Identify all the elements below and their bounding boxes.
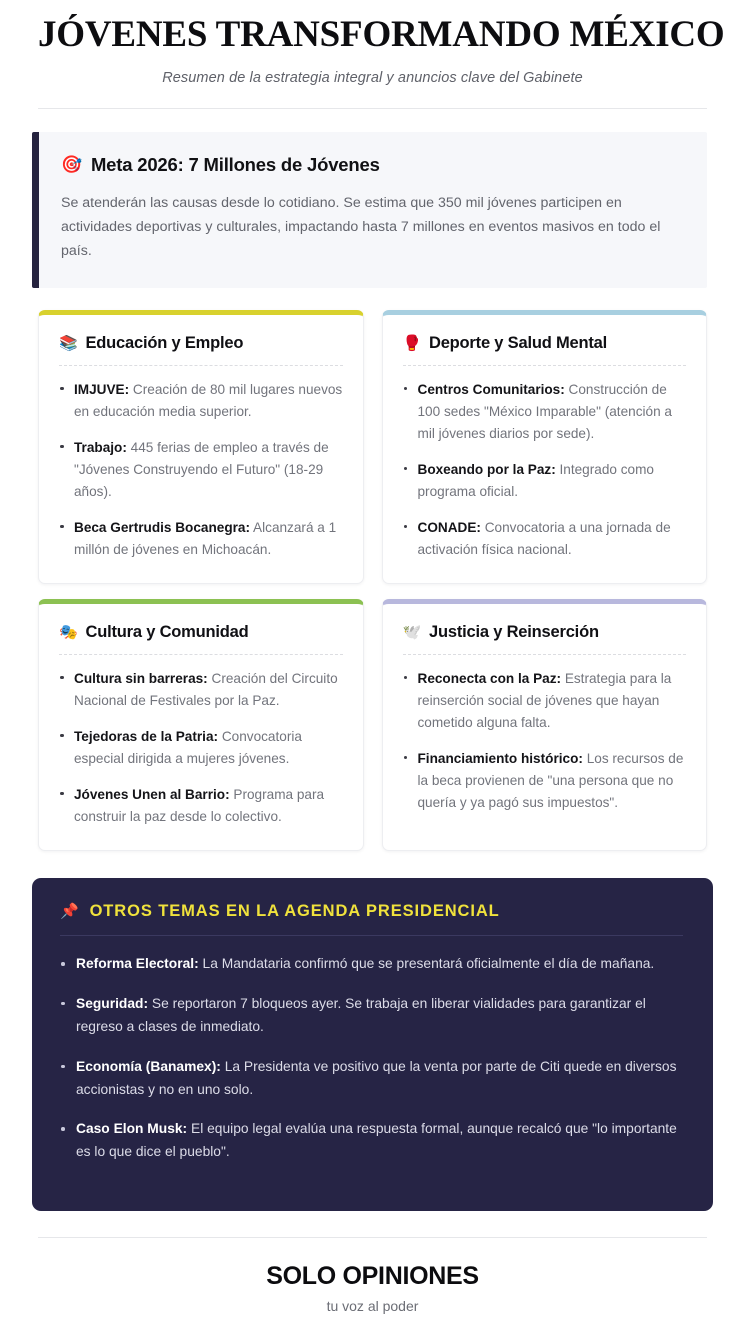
page-header bbox=[0, 0, 745, 109]
page-footer bbox=[0, 1238, 745, 1330]
list-item bbox=[59, 437, 343, 503]
performing-arts-masks-icon: 🎭 bbox=[59, 623, 78, 641]
agenda-title: OTROS TEMAS EN LA AGENDA PRESIDENCIAL bbox=[89, 902, 500, 921]
bullet-text: La Presidenta ve positivo que la venta por parte de Citi quede en diversos accionistas y no en uno solo. bbox=[76, 1058, 677, 1097]
list-item bbox=[403, 379, 687, 445]
bullet-label: Tejedoras de la Patria: bbox=[74, 728, 219, 744]
bullet-label: Reconecta con la Paz: bbox=[417, 670, 562, 686]
bullet-label: IMJUVE: bbox=[74, 381, 130, 397]
page-title: JÓVENES TRANSFORMANDO MÉXICO bbox=[38, 14, 725, 55]
list-item bbox=[59, 726, 343, 770]
card-divider bbox=[59, 365, 343, 366]
books-icon: 📚 bbox=[59, 334, 78, 352]
topic-card-justicia-y-reinsercion bbox=[382, 599, 708, 851]
card-title: Educación y Empleo bbox=[85, 333, 244, 352]
list-item bbox=[60, 953, 683, 976]
list-item bbox=[403, 668, 687, 734]
card-divider bbox=[403, 654, 687, 655]
card-title: Deporte y Salud Mental bbox=[428, 333, 608, 352]
card-bullet-list bbox=[59, 379, 343, 561]
highlight-title-row bbox=[61, 154, 681, 176]
bullet-label: Financiamiento histórico: bbox=[417, 750, 583, 766]
bullet-text: Convocatoria a una jornada de activación física nacional. bbox=[417, 519, 671, 557]
card-bullet-list bbox=[403, 668, 687, 814]
dove-of-peace-icon: 🕊️ bbox=[402, 623, 421, 641]
topic-card-cultura-y-comunidad bbox=[38, 599, 364, 851]
bullet-label: Cultura sin barreras: bbox=[74, 670, 208, 686]
pushpin-icon: 📌 bbox=[60, 903, 80, 921]
page-subtitle: Resumen de la estrategia integral y anuncios clave del Gabinete bbox=[162, 69, 583, 86]
bullet-text: Alcanzará a 1 millón de jóvenes en Michoacán. bbox=[74, 519, 337, 557]
topic-card-educacion-y-empleo bbox=[38, 310, 364, 584]
highlight-body: Se atenderán las causas desde lo cotidiano. Se estima que 350 mil jóvenes participen en actividades deportivas y culturales, impactando hasta 7 millones en eventos masivos en todo el país. bbox=[61, 194, 661, 260]
card-title-row bbox=[59, 334, 343, 365]
bullet-text: Construcción de 100 sedes "México Imparable" (atención a mil jóvenes diarios por sede). bbox=[417, 381, 672, 441]
card-divider bbox=[403, 365, 687, 366]
bullet-text: Creación del Circuito Nacional de Festivales por la Paz. bbox=[74, 670, 338, 708]
bullet-label: Trabajo: bbox=[74, 439, 127, 455]
list-item bbox=[403, 517, 687, 561]
highlight-title: Meta 2026: 7 Millones de Jóvenes bbox=[90, 153, 380, 175]
agenda-panel bbox=[32, 878, 713, 1211]
card-divider bbox=[59, 654, 343, 655]
highlight-box bbox=[32, 132, 707, 288]
brand-tagline: tu voz al poder bbox=[326, 1298, 419, 1315]
list-item bbox=[59, 517, 343, 561]
bullet-label: Boxeando por la Paz: bbox=[417, 461, 556, 477]
topic-card-deporte-y-salud-mental bbox=[382, 310, 708, 584]
bullet-label: Beca Gertrudis Bocanegra: bbox=[74, 519, 251, 535]
card-bullet-list bbox=[403, 379, 687, 561]
bullet-label: CONADE: bbox=[417, 519, 481, 535]
bullet-label: Economía (Banamex): bbox=[76, 1058, 221, 1074]
list-item bbox=[403, 459, 687, 503]
boxing-glove-icon: 🥊 bbox=[402, 334, 421, 352]
agenda-bullet-list bbox=[60, 953, 683, 1164]
bullet-label: Caso Elon Musk: bbox=[76, 1121, 188, 1137]
bullet-text: El equipo legal evalúa una respuesta formal, aunque recalcó que "lo importante es lo que dice el pueblo". bbox=[76, 1121, 677, 1160]
agenda-section bbox=[0, 851, 745, 1211]
card-title-row bbox=[59, 623, 343, 654]
bullet-label: Centros Comunitarios: bbox=[417, 381, 565, 397]
card-title: Justicia y Reinserción bbox=[428, 622, 599, 641]
list-item bbox=[403, 748, 687, 814]
bullet-text: 445 ferias de empleo a través de "Jóvenes Construyendo el Futuro" (18-29 años). bbox=[74, 439, 329, 499]
card-bullet-list bbox=[59, 668, 343, 828]
dart-target-icon: 🎯 bbox=[61, 155, 82, 175]
bullet-text: Creación de 80 mil lugares nuevos en educación media superior. bbox=[74, 381, 343, 419]
bullet-label: Reforma Electoral: bbox=[76, 956, 199, 972]
bullet-text: Convocatoria especial dirigida a mujeres jóvenes. bbox=[74, 728, 302, 766]
list-item bbox=[60, 993, 683, 1039]
card-title-row bbox=[403, 334, 687, 365]
bullet-text: Los recursos de la beca provienen de "una persona que no quería y ya pagó sus impuestos". bbox=[417, 750, 684, 810]
agenda-divider bbox=[60, 935, 683, 936]
bullet-text: Se reportaron 7 bloqueos ayer. Se trabaja en liberar vialidades para garantizar el regreso a clases de inmediato. bbox=[76, 995, 646, 1034]
bullet-text: La Mandataria confirmó que se presentará oficialmente el día de mañana. bbox=[198, 956, 655, 972]
bullet-label: Seguridad: bbox=[76, 995, 149, 1011]
highlight-section bbox=[0, 109, 745, 288]
list-item bbox=[59, 784, 343, 828]
topic-card-grid bbox=[0, 288, 745, 851]
bullet-text: Estrategia para la reinserción social de jóvenes que hayan cometido alguna falta. bbox=[417, 670, 672, 730]
bullet-label: Jóvenes Unen al Barrio: bbox=[74, 786, 230, 802]
list-item bbox=[59, 379, 343, 423]
card-title: Cultura y Comunidad bbox=[85, 622, 249, 641]
agenda-title-row bbox=[60, 902, 683, 935]
list-item bbox=[59, 668, 343, 712]
card-title-row bbox=[403, 623, 687, 654]
list-item bbox=[60, 1118, 683, 1164]
list-item bbox=[60, 1056, 683, 1102]
brand-name: SOLO OPINIONES bbox=[266, 1262, 479, 1291]
bullet-text: Integrado como programa oficial. bbox=[417, 461, 654, 499]
bullet-text: Programa para construir la paz desde lo colectivo. bbox=[74, 786, 325, 824]
